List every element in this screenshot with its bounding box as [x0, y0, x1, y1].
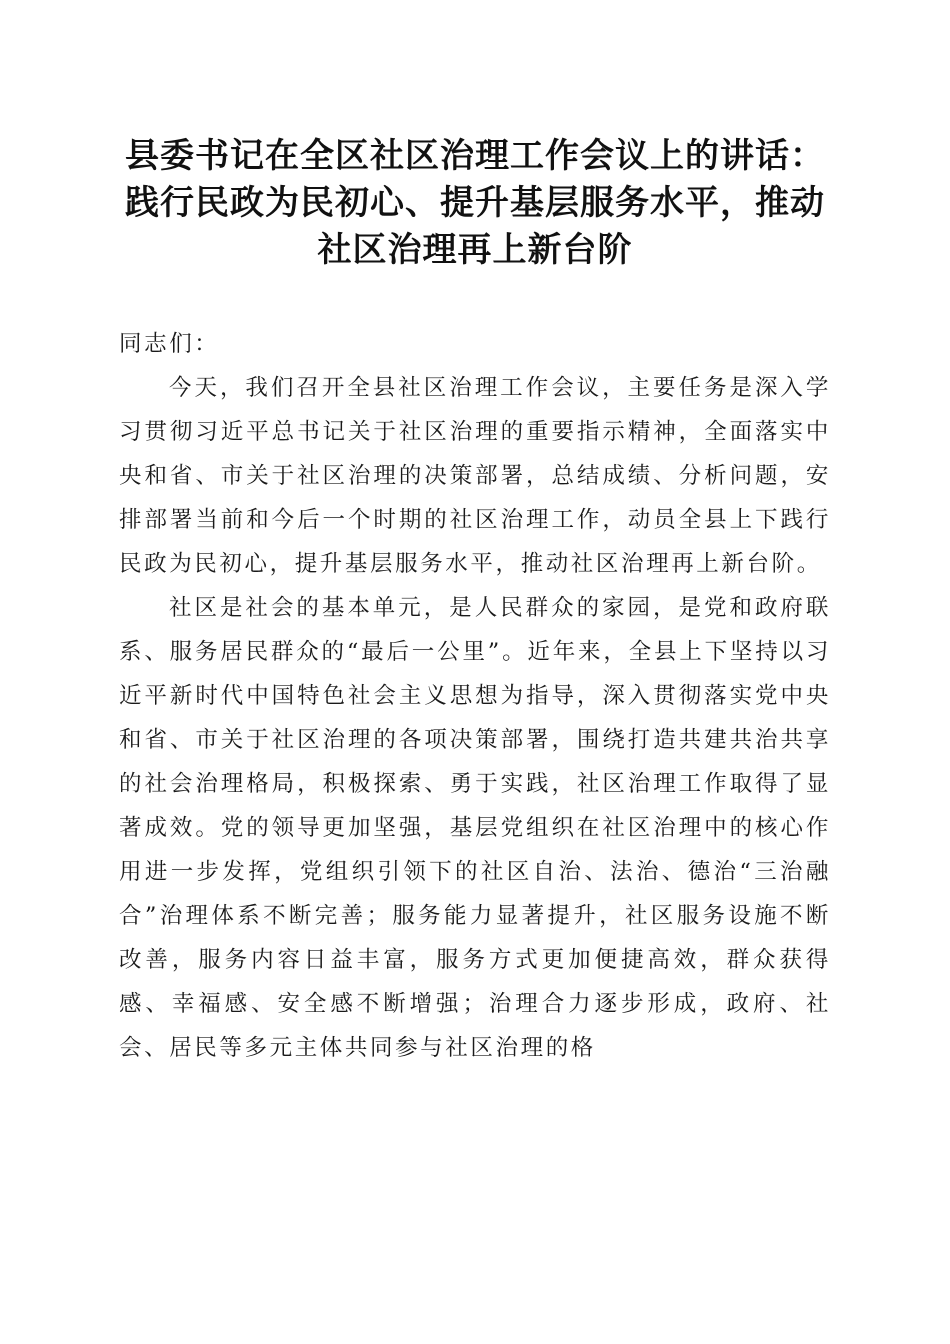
title-line-2: 践行民政为民初心、提升基层服务水平，推动 [125, 183, 825, 223]
document-title [110, 133, 840, 274]
paragraph-2: 社区是社会的基本单元，是人民群众的家园，是党和政府联系、服务居民群众的“最后一公里”。近年来，全县上下坚持以习近平新时代中国特色社会主义思想为指导，深入贯彻落实党中央和省、市关于社区治理的各项决策部署，围绕打造共建共治共享的社会治理格局，积极探索、勇于实践，社区治理工作取得了显著成效。党的领导更加坚强，基层党组织在社区治理中的核心作用进一步发挥，党组织引领下的社区自治、法治、德治“三治融合”治理体系不断完善；服务能力显著提升，社区服务设施不断改善，服务内容日益丰富，服务方式更加便捷高效，群众获得感、幸福感、安全感不断增强；治理合力逐步形成，政府、社会、居民等多元主体共同参与社区治理的格 [119, 595, 831, 1061]
document-body [119, 322, 831, 1070]
title-line-1: 县委书记在全区社区治理工作会议上的讲话： [125, 136, 825, 176]
salutation: 同志们： [119, 331, 220, 357]
paragraph-1: 今天，我们召开全县社区治理工作会议，主要任务是深入学习贯彻习近平总书记关于社区治理的重要指示精神，全面落实中央和省、市关于社区治理的决策部署，总结成绩、分析问题，安排部署当前和今后一个时期的社区治理工作，动员全县上下践行民政为民初心，提升基层服务水平，推动社区治理再上新台阶。 [119, 375, 831, 577]
title-line-3: 社区治理再上新台阶 [317, 230, 633, 270]
